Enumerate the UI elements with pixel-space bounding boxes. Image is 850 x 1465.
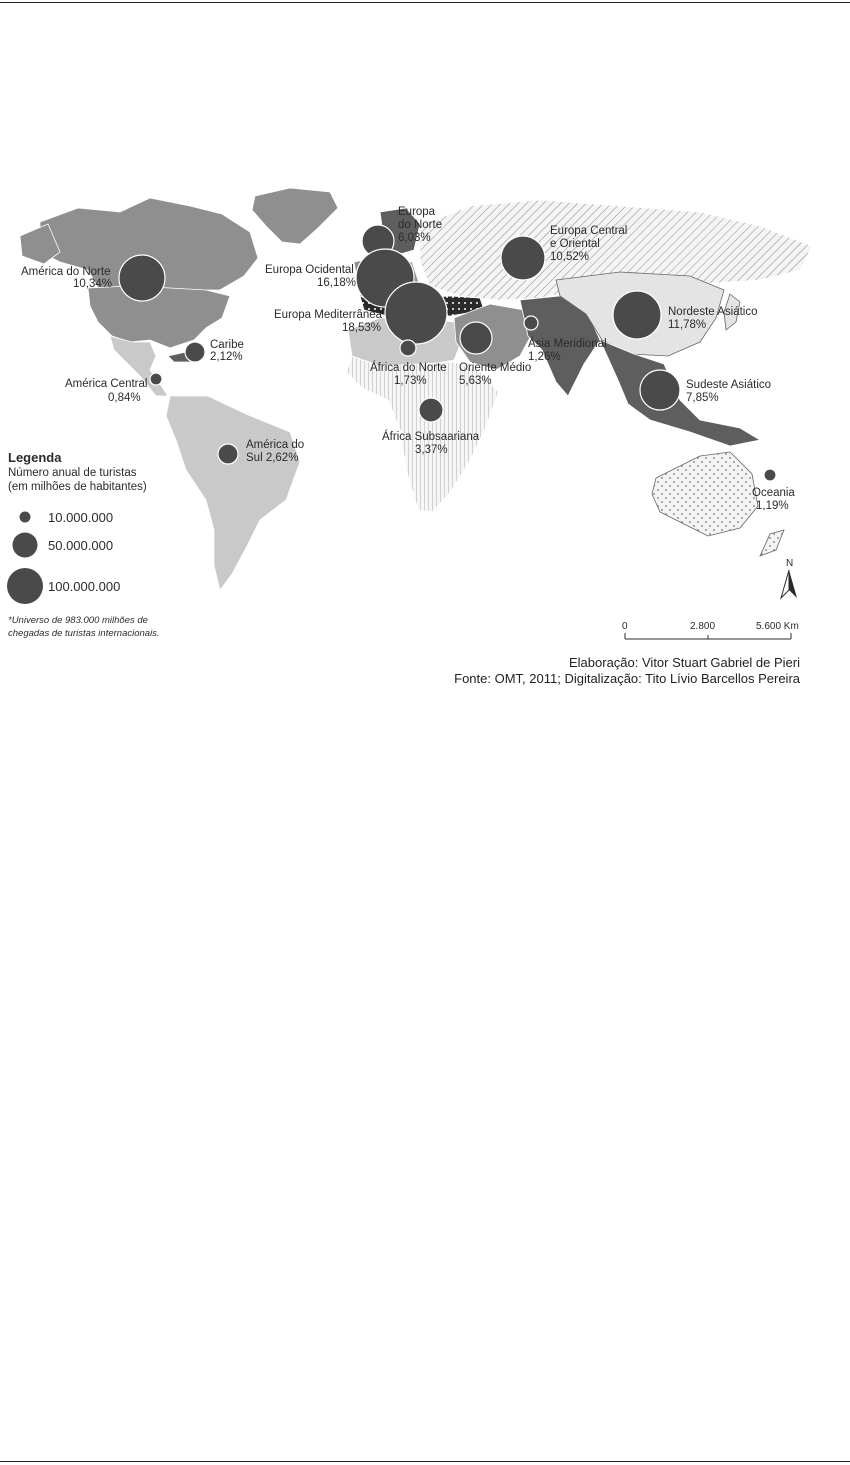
north-arrow-icon <box>781 570 789 598</box>
label-europa-do-norte-value: 6,03% <box>398 232 431 244</box>
credit-source: Fonte: OMT, 2011; Digitalização: Tito Lívio Barcellos Pereira <box>454 671 800 686</box>
label-oceania-value: 1,19% <box>756 500 789 512</box>
legend <box>7 450 160 639</box>
label-america-do-sul-value: Sul 2,62% <box>246 452 299 464</box>
label-asia-meridional: Ásia Meridional <box>528 338 607 350</box>
label-america-central-value: 0,84% <box>108 392 141 404</box>
circle-asia-meridional <box>524 316 538 330</box>
circle-america-do-sul <box>218 444 238 464</box>
legend-item-large: 100.000.000 <box>48 579 121 594</box>
label-america-do-norte: América do Norte <box>21 266 111 278</box>
label-sudeste-asiatico-value: 7,85% <box>686 392 719 404</box>
legend-subtitle-2: (em milhões de habitantes) <box>8 481 147 493</box>
label-nordeste-asiatico-value: 11,78% <box>668 319 707 331</box>
legend-note: *Universo de 983.000 milhões de <box>8 615 148 626</box>
usa-shape <box>88 286 230 348</box>
scale-tick-0: 0 <box>622 621 628 632</box>
label-caribe-value: 2,12% <box>210 351 243 363</box>
scale-tick-1: 2.800 <box>690 621 716 632</box>
circle-oriente-medio <box>460 322 492 354</box>
map-credits <box>454 655 800 687</box>
north-arrow-label: N <box>786 558 794 569</box>
north-arrow <box>781 558 797 598</box>
label-europa-central-oriental-2: e Oriental <box>550 238 600 250</box>
new-zealand-shape <box>760 530 784 556</box>
legend-note-2: chegadas de turistas internacionais. <box>8 628 160 639</box>
bottom-rule <box>0 1461 850 1462</box>
label-europa-do-norte-2: do Norte <box>398 219 443 231</box>
label-caribe: Caribe <box>210 339 244 351</box>
label-europa-mediterranea-value: 18,53% <box>342 322 382 334</box>
label-america-do-sul: América do <box>246 439 305 451</box>
credit-author: Elaboração: Vitor Stuart Gabriel de Pieri <box>569 655 800 670</box>
legend-title: Legenda <box>8 450 62 465</box>
legend-circle-small <box>20 512 31 523</box>
legend-circle-large <box>7 568 43 604</box>
legend-circle-medium <box>13 533 38 558</box>
label-oriente-medio: Oriente Médio <box>459 362 532 374</box>
label-africa-do-norte-value: 1,73% <box>394 375 427 387</box>
legend-item-small: 10.000.000 <box>48 510 114 525</box>
legend-subtitle: Número anual de turistas <box>8 467 137 479</box>
label-asia-meridional-value: 1,26% <box>528 351 561 363</box>
greenland-shape <box>252 188 338 244</box>
circle-sudeste-asiatico <box>640 370 680 410</box>
label-oriente-medio-value: 5,63% <box>459 375 492 387</box>
label-europa-ocidental-value: 16,18% <box>317 277 357 289</box>
australia-shape <box>652 452 758 536</box>
scale-bar <box>622 621 799 639</box>
circle-america-do-norte <box>119 255 165 301</box>
south-america-shape <box>166 396 300 590</box>
label-america-central: América Central <box>65 378 148 390</box>
label-america-do-norte-value: 10,34% <box>73 278 113 290</box>
circle-nordeste-asiatico <box>613 291 661 339</box>
circle-oceania <box>764 469 776 481</box>
world-tourism-map <box>0 0 850 650</box>
label-nordeste-asiatico: Nordeste Asiático <box>668 306 758 318</box>
circle-caribe <box>185 342 205 362</box>
label-europa-central-oriental: Europa Central <box>550 225 628 237</box>
legend-item-medium: 50.000.000 <box>48 538 114 553</box>
circle-africa-do-norte <box>400 340 416 356</box>
label-sudeste-asiatico: Sudeste Asiático <box>686 379 772 391</box>
circle-europa-mediterranea <box>385 282 447 344</box>
label-africa-subsaariana-value: 3,37% <box>415 444 448 456</box>
label-africa-subsaariana: África Subsaariana <box>382 431 480 443</box>
label-europa-central-oriental-value: 10,52% <box>550 251 590 263</box>
label-europa-ocidental: Europa Ocidental <box>265 264 354 276</box>
label-europa-do-norte: Europa <box>398 206 436 218</box>
label-africa-do-norte: África do Norte <box>370 362 447 374</box>
scale-tick-2: 5.600 Km <box>756 621 799 632</box>
circle-europa-central-oriental <box>501 236 545 280</box>
label-oceania: Oceania <box>752 487 795 499</box>
label-europa-mediterranea: Europa Mediterrânea <box>274 309 383 321</box>
circle-america-central <box>150 373 162 385</box>
circle-africa-subsaariana <box>419 398 443 422</box>
